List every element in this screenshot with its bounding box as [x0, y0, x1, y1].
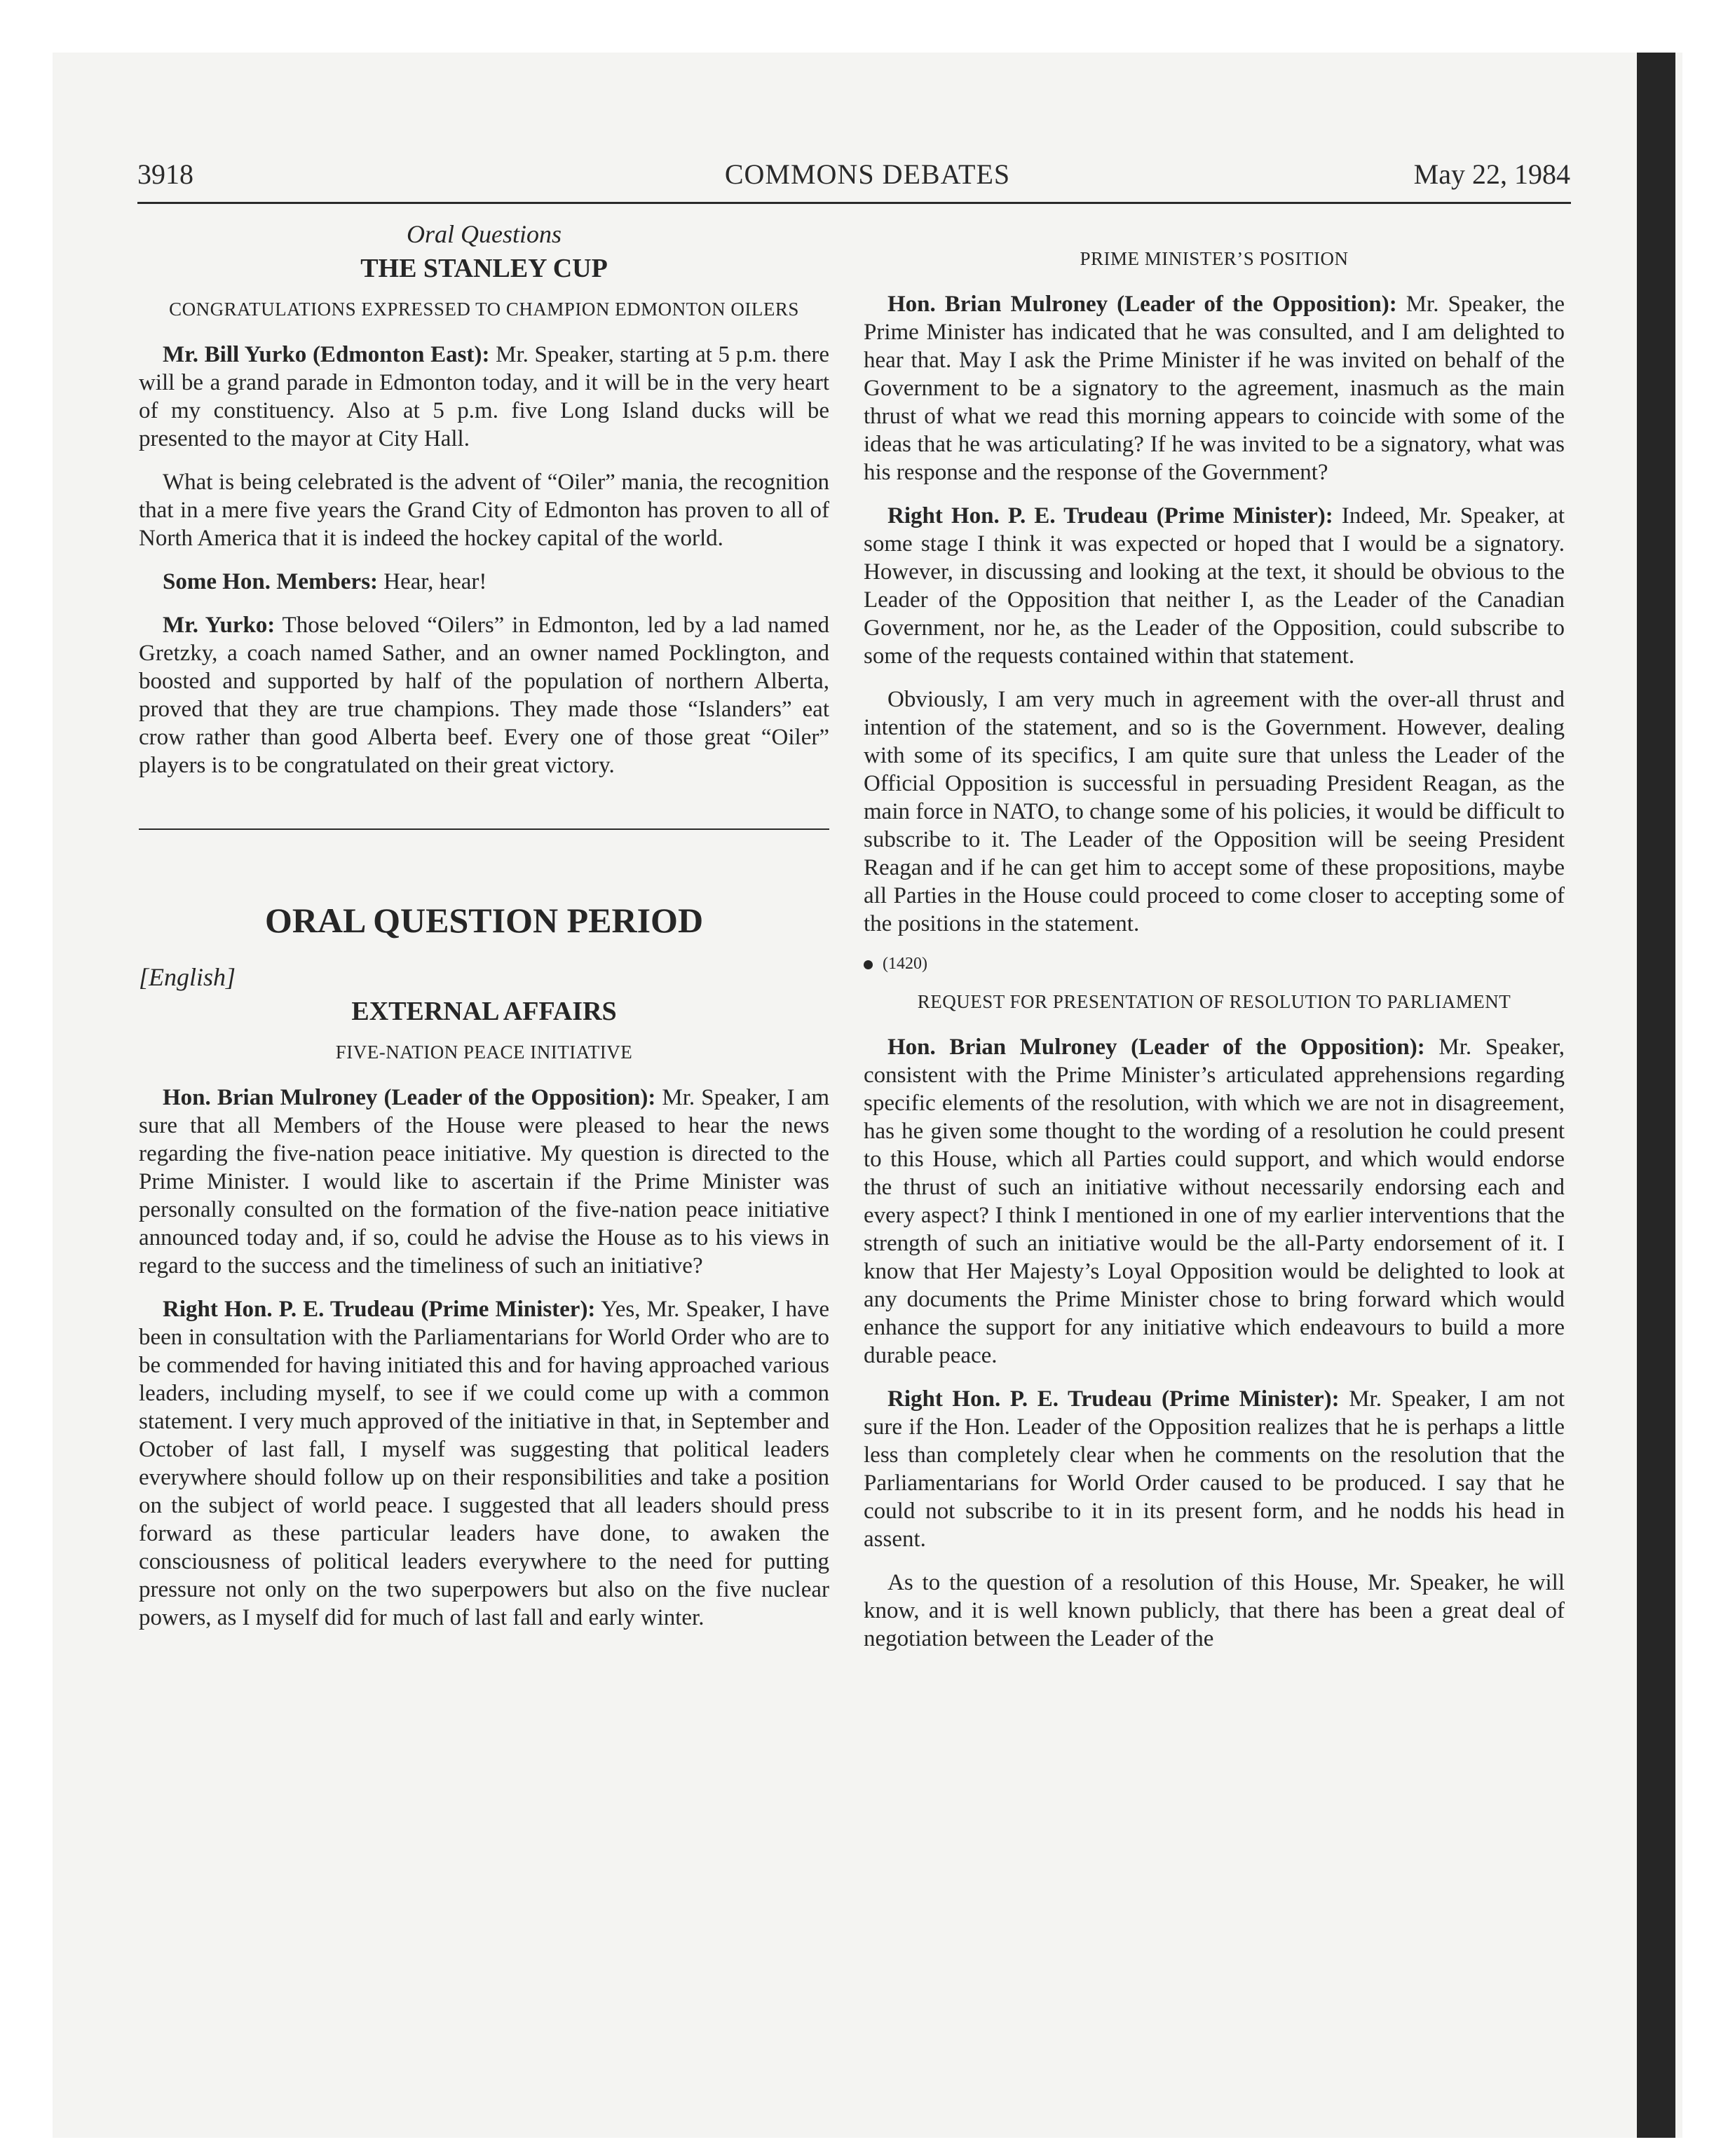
- language-note: [English]: [139, 963, 236, 991]
- paragraph: [864, 1569, 1565, 1653]
- header-rule: [137, 202, 1571, 204]
- bullet-dot-icon: [864, 960, 873, 969]
- left-paragraphs-2: [139, 1084, 829, 1632]
- speaker: Right Hon. P. E. Trudeau (Prime Minister):: [887, 503, 1333, 528]
- section-subheading: PRIME MINISTER’S POSITION: [1080, 248, 1349, 269]
- speaker: Right Hon. P. E. Trudeau (Prime Minister):: [163, 1297, 596, 1322]
- section-subheading: REQUEST FOR PRESENTATION OF RESOLUTION TO PARLIAMENT: [917, 991, 1511, 1012]
- speech: Mr. Speaker, consistent with the Prime Minister’s articulated apprehensions regarding specific elements of the resolution, with which we are not in disagreement, has he given some thought to the wording of a resolution he could present to this House, which all Parties could support, and which would endorse the thrust of such an initiative without necessarily endorsing each and every aspect? I think I mentioned in one of my earlier interventions that the strength of such an initiative would be the all-Party endorsement of it. I know that Her Majesty’s Loyal Opposition would be delighted to look at any documents the Prime Minister chose to bring forward which would enhance the support for any initiative which endeavours to build a more durable peace.: [864, 1035, 1565, 1368]
- time-stamp-text: (1420): [883, 955, 927, 973]
- section-divider: [139, 828, 829, 830]
- speech: Obviously, I am very much in agreement with the over-all thrust and intention of the statement, and so is the Government. However, dealing with some of its specifics, I am quite sure that unless the Leader of the Official Opposition is successful in persuading President Reagan, as the main force in NATO, to change some of his policies, it would be difficult to subscribe to it. The Leader of the Opposition will be seeing President Reagan and if he can get him to accept some of these propositions, maybe all Parties in the House could proceed to come closer to accepting some of the positions in the statement.: [864, 687, 1565, 936]
- paragraph: [139, 1295, 829, 1632]
- paragraph: [864, 1033, 1565, 1370]
- speech: Mr. Speaker, the Prime Minister has indicated that he was consulted, and I am delighted to hear that. May I ask the Prime Minister if he was invited on behalf of the Government to be a signatory to the agreement, inasmuch as the main thrust of what we read this morning appears to coincide with some of the ideas that he was articulating? If he was invited to be a signatory, what was his response and the response of the Government?: [864, 292, 1565, 485]
- speech: Yes, Mr. Speaker, I have been in consultation with the Parliamentarians for World Order who are to be commended for having initiated this and for having approached various leaders, including myself, to see if we could come up with a common statement. I very much approved of the initiative in that, in September and October of last fall, I myself was suggesting that political leaders everywhere should follow up on their responsibilities and take a position on the subject of world peace. I suggested that all leaders should press forward as these particular leaders have done, to awaken the consciousness of political leaders everywhere to the need for putting pressure not only on the two superpowers but also on the five nuclear powers, as I myself did for much of last fall and early winter.: [139, 1297, 829, 1630]
- paragraph: [139, 611, 829, 779]
- speaker: Hon. Brian Mulroney (Leader of the Opposition):: [163, 1085, 656, 1110]
- left-paragraphs: [139, 341, 829, 779]
- section-subheading: CONGRATULATIONS EXPRESSED TO CHAMPION EDMONTON OILERS: [169, 299, 799, 320]
- right-paragraphs-2: [864, 1033, 1565, 1653]
- paragraph: [864, 290, 1565, 486]
- paragraph: [864, 1385, 1565, 1553]
- section-label: Oral Questions: [406, 220, 562, 248]
- speaker: Mr. Bill Yurko (Edmonton East):: [163, 342, 490, 367]
- right-paragraphs: [864, 290, 1565, 938]
- speaker: Right Hon. P. E. Trudeau (Prime Minister):: [887, 1386, 1340, 1412]
- paragraph: [864, 685, 1565, 938]
- paragraph: [139, 341, 829, 453]
- speech: Hear, hear!: [378, 569, 487, 594]
- speech: As to the question of a resolution of this House, Mr. Speaker, he will know, and it is well known publicly, that there has been a great deal of negotiation between the Leader of the: [864, 1570, 1565, 1651]
- topic-subheading: FIVE-NATION PEACE INITIATIVE: [335, 1042, 633, 1063]
- speaker: Hon. Brian Mulroney (Leader of the Opposition):: [887, 292, 1397, 317]
- paragraph: [139, 568, 829, 596]
- speaker: Some Hon. Members:: [163, 569, 379, 594]
- speech: Those beloved “Oilers” in Edmonton, led by a lad named Gretzky, a coach named Sather, and an owner named Pocklington, and boosted and supported by half of the population of northern Alberta, proved that they are true champions. They made those “Islanders” eat crow rather than good Alberta beef. Every one of those great “Oiler” players is to be congratulated on their great victory.: [139, 613, 829, 778]
- paragraph: [864, 502, 1565, 670]
- speech: Mr. Speaker, I am sure that all Members of the House were pleased to hear the news regarding the five-nation peace initiative. My question is directed to the Prime Minister. I would like to ascertain if the Prime Minister was personally consulted on the formation of the five-nation peace initiative announced today and, if so, could he advise the House as to his views in regard to the success and the timeliness of such an initiative?: [139, 1085, 829, 1278]
- paragraph: [139, 468, 829, 552]
- speech: Mr. Speaker, I am not sure if the Hon. Leader of the Opposition realizes that he is perhaps a little less than completely clear when he comments on the resolution that the Parliamentarians for World Order caused to be produced. I say that he could not subscribe to it in its present form, and he nodds his head in assent.: [864, 1386, 1565, 1552]
- speech: What is being celebrated is the advent of “Oiler” mania, the recognition that in a mere five years the Grand City of Edmonton has proven to all of North America that it is indeed the hockey capital of the world.: [139, 470, 829, 551]
- right-column: [864, 247, 1565, 1668]
- page-number: 3918: [137, 158, 193, 190]
- speaker: Mr. Yurko:: [163, 613, 275, 638]
- time-stamp: [864, 953, 1565, 974]
- speaker: Hon. Brian Mulroney (Leader of the Opposition):: [887, 1035, 1425, 1060]
- topic-title: EXTERNAL AFFAIRS: [351, 997, 617, 1026]
- section-title: THE STANLEY CUP: [360, 254, 608, 283]
- speech: Mr. Speaker, starting at 5 p.m. there will be a grand parade in Edmonton today, and it will be in the very heart of my constituency. Also at 5 p.m. five Long Island ducks will be presented to the mayor at City Hall.: [139, 342, 829, 451]
- publication-title: COMMONS DEBATES: [724, 158, 1011, 190]
- period-title: ORAL QUESTION PERIOD: [264, 901, 704, 940]
- paragraph: [139, 1084, 829, 1280]
- publication-date: May 22, 1984: [1413, 158, 1570, 190]
- left-column: [139, 219, 829, 1647]
- speech: Indeed, Mr. Speaker, at some stage I think it was expected or hoped that I would be a signatory. However, in discussing and looking at the text, it should be obvious to the Leader of the Opposition that neither I, as the Leader of the Canadian Government, nor he, as the Leader of the Opposition, could subscribe to some of the requests contained within that statement.: [864, 503, 1565, 669]
- scan-edge-shadow: [1637, 53, 1675, 2138]
